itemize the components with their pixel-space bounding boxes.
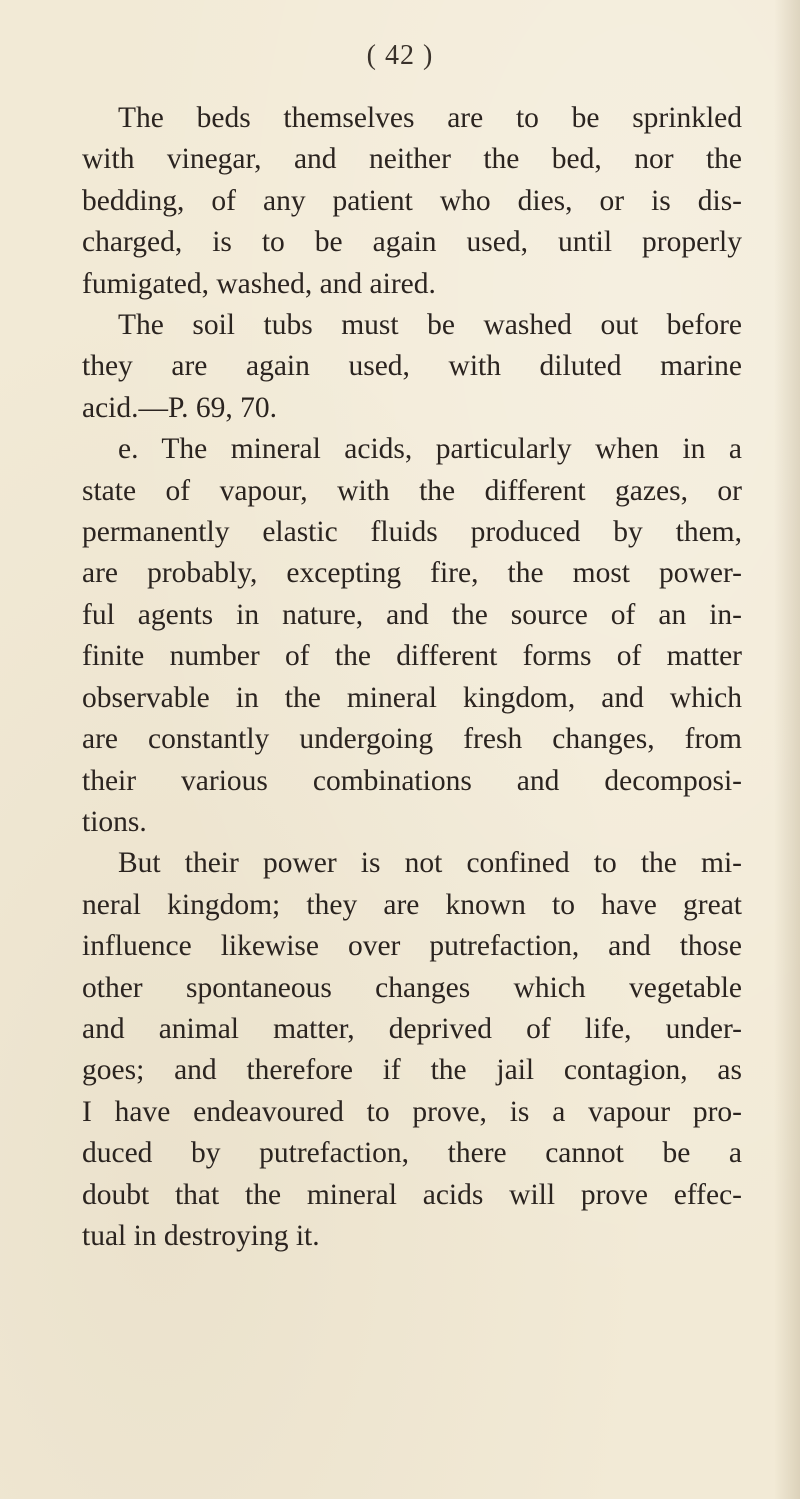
text-line: finite number of the different forms of matter: [82, 640, 742, 673]
text-line: The beds themselves are to be sprinkled: [118, 102, 742, 134]
text-line: with vinegar, and neither the bed, nor the: [82, 143, 742, 176]
body-text: [82, 98, 742, 1257]
text-line: permanently elastic fluids produced by them,: [82, 516, 742, 549]
text-line: influence likewise over putrefaction, and those: [82, 930, 742, 963]
paragraph-4: [82, 843, 742, 1257]
page-number: ( 42 ): [366, 40, 434, 71]
text-line: observable in the mineral kingdom, and which: [82, 681, 742, 714]
text-line: The soil tubs must be washed out before: [118, 309, 742, 342]
text-line: e. The mineral acids, particularly when in a: [118, 433, 742, 466]
text-line: tions.: [82, 805, 147, 838]
text-line: charged, is to be again used, until properly: [82, 226, 742, 259]
text-line: bedding, of any patient who dies, or is dis-: [82, 184, 742, 217]
text-line: neral kingdom; they are known to have great: [82, 888, 742, 921]
text-line: goes; and therefore if the jail contagion, as: [82, 1054, 742, 1087]
page-edge-shadow: [774, 0, 800, 1499]
text-line: are constantly undergoing fresh changes, from: [82, 723, 742, 756]
text-line: doubt that the mineral acids will prove effec-: [82, 1178, 742, 1211]
text-line: fumigated, washed, and aired.: [82, 267, 436, 300]
paragraph-1: [82, 98, 742, 305]
text-line: But their power is not confined to the mi-: [118, 847, 742, 880]
text-line: are probably, excepting fire, the most power-: [82, 557, 742, 590]
paragraph-3: [82, 429, 742, 843]
text-line: ful agents in nature, and the source of an in-: [82, 598, 742, 631]
text-line: other spontaneous changes which vegetable: [82, 971, 742, 1004]
text-line: acid.—P. 69, 70.: [82, 391, 278, 424]
text-line: and animal matter, deprived of life, under-: [82, 1012, 742, 1045]
text-line: I have endeavoured to prove, is a vapour pro-: [82, 1095, 742, 1128]
text-line: state of vapour, with the different gazes, or: [82, 474, 742, 507]
text-line: they are again used, with diluted marine: [82, 350, 742, 383]
paragraph-2: [82, 305, 742, 429]
text-line: tual in destroying it.: [82, 1219, 320, 1252]
text-line: their various combinations and decomposi-: [82, 764, 742, 797]
text-line: duced by putrefaction, there cannot be a: [82, 1137, 742, 1170]
